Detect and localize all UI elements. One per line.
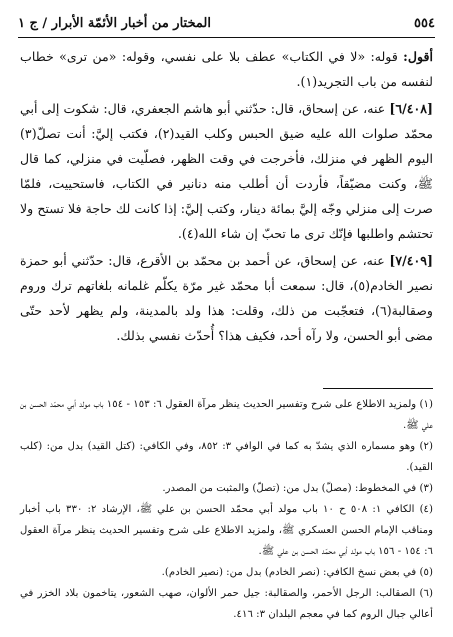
- paragraph-text: عنه، عن إسحاق، قال: حدّثني أبو هاشم الجعفري، قال: شكوت إلى أبي محمّد صلوات الله عليه ضيق الحبس وكلب القيد(٢)، فكتب إليَّ: أنت تصلّ(٣) اليوم الظهر في منزلك، فأخرجت في وقت الظهر، فصلّيت في منزلي، كما قال ﷺ، وكنت مضيّقاً، فأردت أن أطلب منه دنانير في الكتاب، فاستحييت، فلمّا صرت إلى منزلي وجّه إليَّ بمائة دينار، وكتب إليَّ: إذا كانت لك حاجة فلا تستح ولا تحتشم واطلبها فإنّك ترى ما تحبّ إن شاء الله(٤).: [20, 101, 433, 241]
- footnote-4: (٤) الكافي ١: ٥٠٨ ح ١٠ باب مولد أبي محمّد الحسن بن علي ﷺ، الإرشاد ٢: ٣٣٠ باب أخبار ومناقب الإمام الحسن العسكري ﷺ، ولمزيد الاطلاع على شرح وتفسير الحديث ينظر مرآة العقول ٦: ١٥٤ - ١٥٦ باب مولد أبي محمّد الحسن بن علي ﷺ.: [20, 504, 434, 557]
- paragraph-text: عنه، عن إسحاق، عن أحمد بن محمّد بن الأقرع، قال: حدّثني أبو حمزة نصير الخادم(٥)، قال: سمعت أبا محمّد غير مرّة يكلّم غلمانه بلغاتهم ترك وروم وصقالبة(٦)، فتعجّبت من ذلك، وقلت: هذا ولد بالمدينة، ولم يظهر لأحد حتّى مضى أبو الحسن، ولا رآه أحد، فكيف هذا؟ أُحدّث نفسي بذلك.: [20, 253, 433, 343]
- paragraph-2: [20, 96, 433, 246]
- footnote-1: (١) ولمزيد الاطلاع على شرح وتفسير الحديث ينظر مرآة العقول ٦: ١٥٣ - ١٥٤ باب مولد أبي محمّد الحسن بن علي ﷺ.: [20, 399, 433, 431]
- paragraph-text: قوله: «لا في الكتاب» عطف بلا على نفسي، وقوله: «من ترى» خطاب لنفسه من باب التجريد(١).: [20, 49, 433, 89]
- header-divider: [18, 37, 435, 38]
- page-header: [18, 12, 435, 34]
- hadith-number: [٧/٤٠٩]: [389, 253, 433, 268]
- page-number: ٥٥٤: [414, 15, 435, 31]
- footnote-separator: [323, 388, 433, 389]
- footnotes: [20, 394, 433, 625]
- running-title: المختار من أخبار الأئمّة الأبرار / ج ١: [18, 15, 211, 31]
- footnote-2: (٢) وهو مسماره الذي يشدّ به كما في الوافي ٣: ٨٥٢، وفي الكافي: (كتل القيد) بدل من: (كلب القيد).: [20, 441, 433, 473]
- footnote-6: (٦) الصقالب: الرجل الأحمر، والصقالبة: جيل حمر الألوان، صهب الشعور، يتاخمون بلاد الخزر في أعالي جبال الروم كما في معجم البلدان ٣: ٤١٦.: [20, 588, 433, 620]
- footnote-5: (٥) في بعض نسخ الكافي: (نصر الخادم) بدل من: (نصير الخادم).: [161, 567, 433, 578]
- footnote-3: (٣) في المخطوط: (مصلّ) بدل من: (تصلّ) والمثبت من المصدر.: [162, 483, 433, 494]
- paragraph-1: [20, 44, 433, 94]
- main-text: [20, 44, 433, 350]
- hadith-number: [٦/٤٠٨]: [389, 101, 433, 116]
- paragraph-lead: أقول:: [403, 49, 433, 64]
- paragraph-3: [20, 248, 433, 348]
